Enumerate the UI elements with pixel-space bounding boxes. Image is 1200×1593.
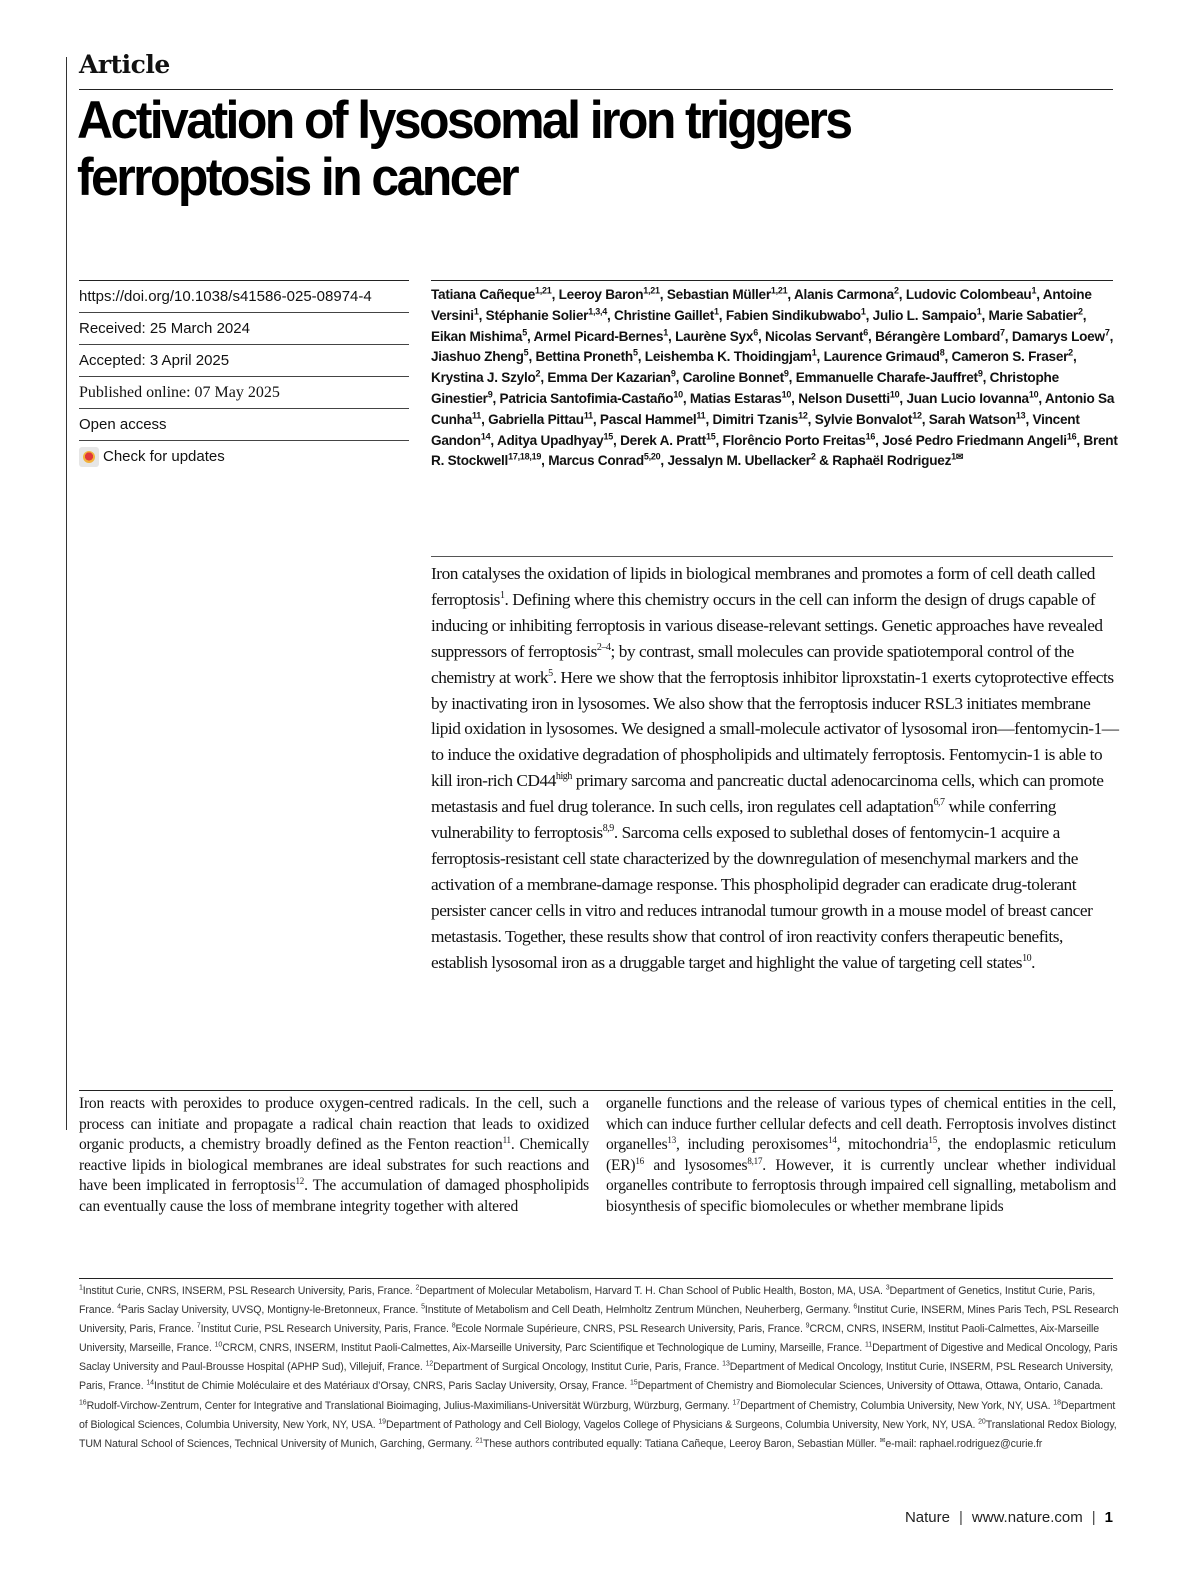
author-name[interactable]: Ludovic Colombeau$^1$: [905, 285, 1037, 302]
affiliation-number: 15: [629, 1379, 638, 1387]
author-affiliation-marker: 7: [1104, 327, 1110, 338]
affiliation-text: These authors contributed equally: Tatiana Cañeque, Leeroy Baron, Sebastian Müller.: [482, 1437, 880, 1450]
left-margin-rule: [66, 57, 67, 1130]
author-affiliation-marker: 1,21: [535, 285, 552, 296]
author-affiliation-marker: 5: [632, 347, 638, 358]
author-name[interactable]: Jessalyn M. Ubellacker$^2$: [667, 451, 816, 469]
author-affiliation-marker: 9: [487, 389, 493, 400]
affiliation-text: Department of Biological Sciences, Columbia University, New York, NY, USA.: [79, 1399, 1116, 1431]
author-name[interactable]: José Pedro Friedmann Angeli$^{16}$: [882, 431, 1077, 448]
reference-citation[interactable]: 12: [295, 1176, 305, 1187]
author-affiliation-marker: 5: [522, 327, 527, 338]
author-affiliation-marker: 11: [472, 410, 482, 421]
affiliation-text: Paris Saclay University, UVSQ, Montigny-le-Bretonneux, France.: [120, 1304, 422, 1317]
author-affiliation-marker: 1: [811, 347, 817, 358]
author-affiliation-marker: 1,21: [770, 285, 788, 296]
affiliation-text: Institut Curie, INSERM, Mines Paris Tech, PSL Research University, Paris, France.: [79, 1304, 1119, 1336]
affiliation-number: 8: [451, 1322, 456, 1330]
author-affiliation-marker: 1: [951, 451, 956, 462]
body-column-left: Iron reacts with peroxides to produce oxygen-centred radicals. In the cell, such a process can initiate and propagate a radical chain reaction that leads to oxidized organic products, a chemistry broadly defined as the Fenton reaction$^{11}$. Chemically reactive lipids in biological membranes are ideal substrates for such reactions and have been implicated in ferroptosis$^{12}$. The accumulation of damaged phospholipids can eventually cause the loss of membrane integrity together with altered: [79, 1095, 589, 1215]
author-name[interactable]: Emma Der Kazarian$^9$: [547, 368, 676, 386]
author-name[interactable]: Caroline Bonnet$^9$: [682, 368, 789, 386]
affiliation-text: Institut de Chimie Moléculaire et des Matériaux d’Orsay, CNRS, Paris Saclay University, Orsay, France.: [153, 1380, 630, 1393]
author-name[interactable]: Alanis Carmona$^2$: [793, 285, 899, 302]
author-name[interactable]: Emmanuelle Charafe-Jauffret$^9$: [795, 368, 983, 386]
article-metadata-panel: [79, 280, 409, 472]
reference-citation[interactable]: high: [555, 771, 572, 783]
author-affiliation-marker: 9: [670, 368, 676, 379]
author-affiliation-marker: 15: [603, 431, 613, 442]
author-affiliation-marker: 5,20: [643, 451, 661, 462]
author-name[interactable]: Matias Estaras$^{10}$: [689, 389, 792, 406]
accepted-date: Accepted: 3 April 2025: [79, 345, 409, 377]
affiliation-text: CRCM, CNRS, INSERM, Institut Paoli-Calmettes, Aix-Marseille University, Parc Scientifique et Technologique de Luminy, Marseille, France.: [222, 1342, 865, 1355]
author-affiliation-marker: 2: [893, 285, 899, 296]
affiliation-text: Department of Chemistry, Columbia University, New York, NY, USA.: [740, 1399, 1054, 1412]
affiliations: [79, 1282, 1119, 1454]
author-name[interactable]: Jiashuo Zheng$^5$: [431, 347, 529, 365]
affiliation-number: 9: [805, 1322, 810, 1330]
journal-website-link[interactable]: www.nature.com: [971, 1509, 1083, 1526]
author-affiliation-marker: 14: [480, 431, 491, 442]
author-affiliation-marker: 1: [714, 306, 719, 317]
reference-citation[interactable]: 6,7: [933, 797, 945, 809]
affiliation-number: 11: [865, 1341, 873, 1349]
author-name[interactable]: Vincent Gandon$^{14}$: [431, 411, 1080, 448]
affiliation-number: 2: [415, 1284, 420, 1292]
affiliation-text: Ecole Normale Supérieure, CNRS, PSL Research University, Paris, France.: [455, 1323, 806, 1336]
affiliation-text: Institut Curie, PSL Research University, Paris, France.: [200, 1323, 452, 1336]
author-name[interactable]: Dimitri Tzanis$^{12}$: [712, 410, 808, 427]
affiliation-number: 21: [475, 1437, 483, 1445]
affiliation-number: ✉: [879, 1437, 886, 1445]
affiliation-text: Department of Medical Oncology, Institut Curie, INSERM, PSL Research University, Paris, France.: [79, 1361, 1114, 1393]
journal-name: Nature: [904, 1509, 950, 1526]
affiliation-text: Translational Redox Biology, TUM Natural School of Sciences, Technical University of Munich, Garching, Germany.: [79, 1418, 1117, 1450]
affiliation-text: Department of Surgical Oncology, Institut Curie, Paris, France.: [433, 1361, 723, 1374]
affiliation-text: Department of Chemistry and Biomolecular Sciences, University of Ottawa, Ottawa, Ontario, Canada.: [637, 1380, 1104, 1393]
author-name[interactable]: Marcus Conrad$^{5,20}$: [548, 451, 661, 469]
affiliation-text: e-mail: raphael.rodriguez@curie.fr: [885, 1437, 1043, 1450]
affiliation-number: 13: [722, 1360, 730, 1368]
author-affiliation-marker: 2: [1077, 306, 1083, 317]
affiliation-text: Institut Curie, CNRS, INSERM, PSL Research University, Paris, France.: [82, 1285, 416, 1297]
affiliation-number: 1: [79, 1284, 83, 1292]
author-affiliation-marker: 1: [976, 306, 982, 317]
author-affiliation-marker: 7: [1000, 327, 1005, 338]
author-name[interactable]: Krystina J. Szylo$^2$: [431, 368, 541, 386]
reference-citation[interactable]: 15: [928, 1135, 937, 1146]
author-name[interactable]: Julio L. Sampaio$^1$: [872, 306, 982, 323]
crossmark-icon: [79, 447, 99, 467]
author-affiliation-marker: 1: [1031, 285, 1037, 296]
affiliation-number: 19: [378, 1418, 386, 1426]
reference-citation[interactable]: 1: [499, 590, 505, 602]
author-name[interactable]: Aditya Upadhyay$^{15}$: [496, 431, 613, 448]
author-affiliation-marker: 1,21: [643, 285, 660, 296]
author-name[interactable]: Antonio Sa Cunha$^{11}$: [431, 390, 1115, 427]
author-name[interactable]: Gabriella Pittau$^{11}$: [488, 410, 593, 427]
reference-citation[interactable]: 2–4: [596, 641, 611, 653]
footer-separator: |: [1091, 1509, 1096, 1526]
affiliation-text: Rudolf-Virchow-Zentrum, Center for Integrative and Translational Bioimaging, Julius-Maximilians-Universität Würzburg, Würzburg, Germany.: [86, 1399, 733, 1412]
author-name[interactable]: Juan Lucio Iovanna$^{10}$: [906, 389, 1039, 406]
affiliation-number: 10: [214, 1341, 223, 1349]
author-affiliation-marker: 1: [860, 306, 866, 317]
affiliation-number: 16: [79, 1399, 87, 1407]
author-name[interactable]: Cameron S. Fraser$^2$: [951, 347, 1073, 365]
author-name[interactable]: Laurène Syx$^6$: [675, 327, 758, 344]
author-affiliation-marker: 15: [705, 431, 716, 442]
affiliation-text: Department of Molecular Metabolism, Harvard T. H. Chan School of Public Health, Boston, MA, USA.: [419, 1285, 886, 1297]
author-affiliation-marker: 16: [1066, 431, 1077, 442]
author-name[interactable]: Nicolas Servant$^6$: [765, 327, 869, 344]
reference-citation[interactable]: 11: [502, 1135, 511, 1146]
author-name[interactable]: Bettina Proneth$^5$: [535, 347, 638, 365]
doi-link[interactable]: https://doi.org/10.1038/s41586-025-08974-4: [79, 281, 409, 313]
page-footer: [905, 1509, 1113, 1526]
body-top-rule: [79, 1090, 1113, 1091]
affiliation-text: Department of Pathology and Cell Biology, Vagelos College of Physicians & Surgeons, Columbia University, New York, NY, USA.: [385, 1418, 979, 1431]
author-affiliation-marker: 11: [696, 410, 706, 421]
author-affiliation-marker: 6: [753, 327, 758, 338]
reference-citation[interactable]: 8,9: [602, 823, 614, 835]
reference-citation[interactable]: 8,17: [747, 1155, 763, 1166]
author-affiliation-marker: 11: [583, 410, 593, 421]
affiliation-number: 12: [425, 1360, 434, 1368]
author-name[interactable]: Christine Gaillet$^1$: [614, 306, 719, 323]
author-name[interactable]: Bérangère Lombard$^7$: [875, 327, 1005, 344]
author-affiliation-marker: 12: [912, 410, 922, 421]
footer-separator: |: [958, 1509, 963, 1526]
author-affiliation-marker: 10: [673, 389, 683, 400]
author-name[interactable]: Tatiana Cañeque$^{1,21}$: [431, 285, 552, 302]
abstract: Iron catalyses the oxidation of lipids in biological membranes and promotes a form of cell death called ferroptosis$^1$. Defining where this chemistry occurs in the cell can inform the design of drugs capable of inducing or inhibiting ferroptosis in various disease-relevant settings. Genetic approaches have revealed suppressors of ferroptosis$^{2-4}$; by contrast, small molecules can provide spatiotemporal control of the chemistry at work$^5$. Here we show that the ferroptosis inhibitor liproxstatin-1 exerts cytoprotective effects by inactivating iron in lysosomes. We also show that the ferroptosis inducer RSL3 initiates membrane lipid oxidation in lysosomes. We designed a small-molecule activator of lysosomal iron—fentomycin-1—to induce the oxidative degradation of phospholipids and ultimately ferroptosis. Fentomycin-1 is able to kill iron-rich $CD44^{high}$ primary sarcoma and pancreatic ductal adenocarcinoma cells, which can promote metastasis and fuel drug tolerance. In such cells, iron regulates cell adaptation$^{6,7}$ while conferring vulnerability to ferroptosis$^{8,9}$. Sarcoma cells exposed to sublethal doses of fentomycin-1 acquire a ferroptosis-resistant cell state characterized by the downregulation of mesenchymal markers and the activation of a membrane-damage response. This phospholipid degrader can eradicate drug-tolerant persister cancer cells in vitro and reduces intranodal tumour growth in a mouse model of breast cancer metastasis. Together, these results show that control of iron reactivity confers therapeutic benefits, establish lysosomal iron as a druggable target and highlight the value of targeting cell states$^{10}$.: [431, 564, 1119, 972]
affiliation-number: 17: [732, 1399, 741, 1407]
affiliation-number: 18: [1053, 1399, 1061, 1407]
author-affiliation-marker: 10: [1028, 389, 1039, 400]
author-name[interactable]: Leishemba K. Thoidingjam$^1$: [644, 347, 817, 365]
author-name[interactable]: Antoine Versini$^1$: [431, 287, 1092, 323]
author-name[interactable]: Sylvie Bonvalot$^{12}$: [814, 410, 922, 427]
reference-citation[interactable]: 14: [828, 1135, 837, 1146]
author-name[interactable]: Marie Sabatier$^2$: [988, 306, 1083, 323]
affiliation-text: CRCM, CNRS, INSERM, Institut Paoli-Calmettes, Aix-Marseille University, Marseille, France.: [79, 1323, 1100, 1355]
author-name[interactable]: Christophe Ginestier$^9$: [431, 370, 1059, 406]
author-name[interactable]: Eikan Mishima$^5$: [431, 327, 527, 344]
affiliations-top-rule: [79, 1278, 1113, 1279]
email-icon[interactable]: ✉: [955, 451, 964, 462]
article-title: Activation of lysosomal iron triggers ferroptosis in cancer: [77, 90, 851, 207]
author-affiliation-marker: 16: [865, 431, 876, 442]
reference-citation[interactable]: 13: [667, 1135, 677, 1146]
author-name[interactable]: Stéphanie Solier$^{1,3,4}$: [485, 306, 607, 323]
author-affiliation-marker: 5: [523, 347, 529, 358]
reference-citation[interactable]: 16: [635, 1155, 644, 1166]
author-name[interactable]: Fabien Sindikubwabo$^1$: [725, 306, 866, 323]
header-divider: [79, 89, 1113, 90]
author-name[interactable]: Nelson Dusetti$^{10}$: [798, 389, 900, 406]
author-affiliation-marker: 10: [889, 389, 900, 400]
authors-top-rule: [431, 280, 1113, 281]
affiliation-text: Department of Digestive and Medical Oncology, Paris Saclay University and Paul-Brousse Hospital (APHP Sud), Villejuif, France.: [79, 1342, 1118, 1374]
article-type-label: Article: [79, 50, 170, 79]
author-name[interactable]: Sarah Watson$^{13}$: [928, 410, 1026, 427]
author-name[interactable]: Derek A. Pratt$^{15}$: [620, 431, 716, 448]
author-name[interactable]: Laurence Grimaud$^8$: [823, 347, 945, 365]
affiliation-number: 6: [853, 1303, 858, 1311]
page-number: 1: [1104, 1509, 1113, 1526]
author-affiliation-marker: 1: [663, 327, 669, 338]
received-date: Received: 25 March 2024: [79, 313, 409, 345]
author-name[interactable]: Armel Picard-Bernes$^1$: [533, 327, 669, 344]
author-name[interactable]: Damarys Loew$^7$: [1011, 327, 1110, 344]
author-name[interactable]: Raphaël Rodriguez$^{1✉}$: [832, 451, 964, 469]
check-for-updates-link[interactable]: [79, 441, 409, 472]
author-name[interactable]: Pascal Hammel$^{11}$: [599, 410, 706, 427]
author-affiliation-marker: 17,18,19: [508, 451, 542, 462]
author-affiliation-marker: 6: [863, 327, 869, 338]
author-name[interactable]: Florêncio Porto Freitas$^{16}$: [722, 431, 876, 448]
check-for-updates-label: Check for updates: [103, 448, 225, 465]
author-affiliation-marker: 13: [1015, 410, 1026, 421]
author-affiliation-marker: 8: [939, 347, 945, 358]
reference-citation[interactable]: 10: [1022, 952, 1032, 964]
affiliation-number: 20: [978, 1418, 986, 1426]
affiliation-number: 5: [421, 1303, 425, 1311]
author-name[interactable]: Patricia Santofimia-Castaño$^{10}$: [499, 389, 683, 406]
author-affiliation-marker: 9: [977, 368, 983, 379]
author-list: Tatiana Cañeque$^{1,21}$, Leeroy Baron$^{1,21}$, Sebastian Müller$^{1,21}$, Alanis Carmona$^2$, Ludovic Colombeau$^1$, Antoine Versini$^1$, Stéphanie Solier$^{1,3,4}$, Christine Gaillet$^1$, Fabien Sindikubwabo$^1$, Julio L. Sampaio$^1$, Marie Sabatier$^2$, Eikan Mishima$^5$, Armel Picard-Bernes$^1$, Laurène Syx$^6$, Nicolas Servant$^6$, Bérangère Lombard$^7$, Damarys Loew$^7$, Jiashuo Zheng$^5$, Bettina Proneth$^5$, Leishemba K. Thoidingjam$^1$, Laurence Grimaud$^8$, Cameron S. Fraser$^2$, Krystina J. Szylo$^2$, Emma Der Kazarian$^9$, Caroline Bonnet$^9$, Emmanuelle Charafe-Jauffret$^9$, Christophe Ginestier$^9$, Patricia Santofimia-Castaño$^{10}$, Matias Estaras$^{10}$, Nelson Dusetti$^{10}$, Juan Lucio Iovanna$^{10}$, Antonio Sa Cunha$^{11}$, Gabriella Pittau$^{11}$, Pascal Hammel$^{11}$, Dimitri Tzanis$^{12}$, Sylvie Bonvalot$^{12}$, Sarah Watson$^{13}$, Vincent Gandon$^{14}$, Aditya Upadhyay$^{15}$, Derek A. Pratt$^{15}$, Florêncio Porto Freitas$^{16}$, José Pedro Friedmann Angeli$^{16}$, Brent R. Stockwell$^{17,18,19}$, Marcus Conrad$^{5,20}$, Jessalyn M. Ubellacker$^2$ & Raphaël Rodriguez$^{1✉}$: [431, 285, 1118, 469]
affiliation-number: 3: [885, 1284, 890, 1292]
affiliation-number: 7: [196, 1322, 201, 1330]
affiliation-number: 14: [146, 1379, 154, 1387]
affiliation-text: Institute of Metabolism and Cell Death, Helmholtz Zentrum München, Neuherberg, Germany.: [424, 1304, 854, 1317]
author-name[interactable]: Brent R. Stockwell$^{17,18,19}$: [431, 432, 1118, 469]
author-affiliation-marker: 2: [1068, 347, 1073, 358]
author-affiliation-marker: 12: [798, 410, 808, 421]
author-affiliation-marker: 10: [781, 389, 792, 400]
author-affiliation-marker: 2: [810, 451, 816, 462]
affiliation-number: 4: [117, 1303, 121, 1311]
author-affiliation-marker: 1: [473, 306, 479, 317]
open-access-label: Open access: [79, 409, 409, 441]
abstract-top-rule: [431, 556, 1113, 557]
body-column-right: organelle functions and the release of various types of chemical entities in the cell, which can induce further cellular defects and cell death. Ferroptosis involves distinct organelles$^{13}$, including peroxisomes$^{14}$, mitochondria$^{15}$, the endoplasmic reticulum (ER)$^{16}$ and lysosomes$^{8,17}$. However, it is currently unclear whether individual organelles contribute to ferroptosis through impaired cell signalling, metabolism and biosynthesis of specific biomolecules or whether membrane lipids: [606, 1095, 1117, 1215]
author-name[interactable]: Sebastian Müller$^{1,21}$: [666, 285, 788, 302]
author-name[interactable]: Leeroy Baron$^{1,21}$: [558, 285, 660, 302]
published-date: Published online: 07 May 2025: [79, 377, 409, 409]
reference-citation[interactable]: 5: [548, 667, 553, 679]
author-affiliation-marker: 9: [783, 368, 789, 379]
author-affiliation-marker: 1,3,4: [588, 306, 607, 317]
affiliation-text: Department of Genetics, Institut Curie, Paris, France.: [79, 1285, 1096, 1317]
author-affiliation-marker: 2: [535, 368, 541, 379]
